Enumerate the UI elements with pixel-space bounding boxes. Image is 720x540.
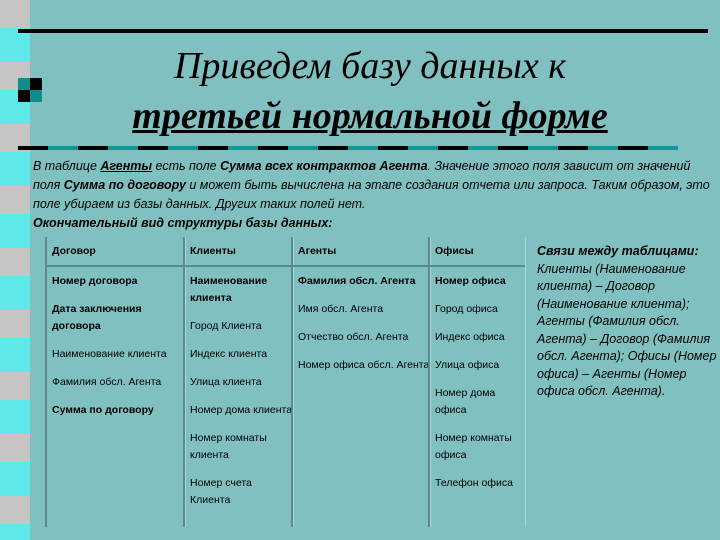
title-line-1: Приведем базу данных к [173, 45, 567, 87]
table-header: Клиенты [185, 237, 293, 267]
table-column-0 [45, 237, 186, 527]
table-field: Дата заключения договора [52, 303, 142, 332]
table-header: Офисы [430, 237, 525, 267]
table-field: Наименование клиента [52, 348, 167, 360]
relations-heading: Связи между таблицами: [537, 244, 699, 258]
table-column-3 [428, 237, 526, 527]
dashed-divider [18, 146, 678, 150]
final-structure-heading: Окончательный вид структуры базы данных: [33, 216, 333, 230]
table-field: Сумма по договору [52, 404, 154, 416]
table-fields [293, 267, 430, 385]
table-field: Улица офиса [435, 359, 500, 371]
table-field: Фамилия обсл. Агента [298, 275, 416, 287]
table-column-1 [183, 237, 294, 527]
table-field: Город офиса [435, 303, 498, 315]
relations-text: Клиенты (Наименование клиента) – Договор (Наименование клиента); Агенты (Фамилия обсл. Агента) – Договор (Фамилия обсл. Агента); Офисы (Номер офиса) – Агенты (Номер офиса обсл. Агента). [537, 261, 717, 398]
square-bullet-icon [18, 78, 42, 102]
table-field: Имя обсл. Агента [298, 303, 384, 315]
intro-text [33, 157, 713, 233]
title-line-2: третьей нормальной форме [132, 95, 608, 137]
table-field: Город Клиента [190, 320, 262, 332]
table-field: Номер счета Клиента [190, 477, 252, 506]
text: и может быть вычислена на этапе создания отчета или запроса. Таким образом, это поле убираем из базы данных. Других таких полей нет. [33, 178, 710, 211]
table-fields [47, 267, 185, 430]
field-ref: Сумма всех контрактов Агента [220, 159, 428, 173]
table-field: Индекс клиента [190, 348, 268, 360]
text: . Значение этого поля зависит от значений поля [33, 159, 691, 192]
table-column-2 [291, 237, 431, 527]
text: есть поле [152, 159, 221, 173]
table-field: Отчество обсл. Агента [298, 331, 409, 343]
table-field: Номер офиса обсл. Агента [298, 359, 430, 371]
table-field: Телефон офиса [435, 477, 513, 489]
table-field: Номер комнаты офиса [435, 432, 512, 461]
table-field: Номер дома офиса [435, 387, 496, 416]
table-field: Номер офиса [435, 275, 506, 287]
table-header: Агенты [293, 237, 430, 267]
db-structure-table [45, 237, 523, 527]
text: В таблице [33, 159, 101, 173]
table-field: Номер договора [52, 275, 138, 287]
agents-ref: Агенты [100, 159, 153, 173]
table-field: Наименование клиента [190, 275, 268, 304]
relations-block [537, 243, 717, 401]
field-ref: Сумма по договору [63, 178, 186, 192]
table-field: Номер комнаты клиента [190, 432, 267, 461]
table-field: Улица клиента [190, 376, 262, 388]
table-fields [430, 267, 525, 503]
top-rule [18, 29, 708, 33]
table-field: Фамилия обсл. Агента [52, 376, 162, 388]
table-fields [185, 267, 293, 520]
table-field: Номер дома клиента [190, 404, 293, 416]
table-field: Индекс офиса [435, 331, 505, 343]
table-header: Договор [47, 237, 185, 267]
